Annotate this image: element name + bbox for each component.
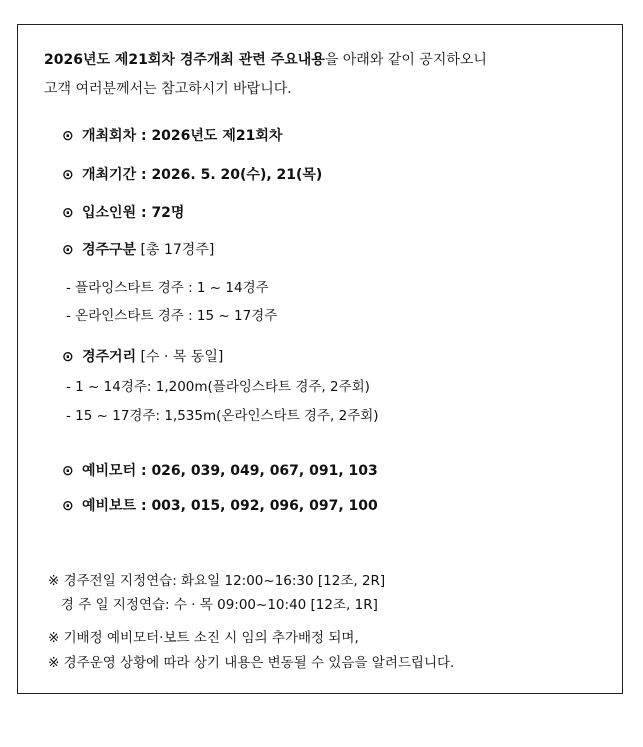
item-distance-label: 경주거리: [82, 349, 137, 365]
item-spare-boats-text: 예비보트 : 003, 015, 092, 096, 097, 100: [82, 498, 378, 514]
intro-rest-text: 을 아래와 같이 공지하오니: [324, 52, 487, 68]
item-entrants-text: 입소인원 : 72명: [82, 205, 185, 221]
intro-line-2: 고객 여러분께서는 참고하시기 바랍니다.: [44, 81, 292, 97]
note-spare-allocation: ※ 기배정 예비모터·보트 소진 시 임의 추가배정 되며,: [48, 630, 359, 646]
bullet-icon: ⊙: [62, 349, 74, 365]
bullet-icon: ⊙: [62, 128, 74, 144]
item-round-text: 개최회차 : 2026년도 제21회차: [82, 128, 283, 144]
item-period-text: 개최기간 : 2026. 5. 20(수), 21(목): [82, 167, 323, 183]
item-spare-boats: [62, 495, 378, 515]
item-round: [62, 125, 282, 145]
item-entrants: [62, 202, 184, 222]
note-practice-eve: ※ 경주전일 지정연습: 화요일 12:00~16:30 [12조, 2R]: [48, 573, 386, 589]
bullet-icon: ⊙: [62, 205, 74, 221]
item-race-split: [62, 239, 214, 259]
item-spare-motors: [62, 460, 378, 480]
note-subject-to-change: ※ 경주운영 상황에 따라 상기 내용은 변동될 수 있음을 알려드립니다.: [48, 655, 455, 671]
bullet-icon: ⊙: [62, 463, 74, 479]
race-split-sub-1: - 플라잉스타트 경주 : 1 ~ 14경주: [66, 280, 269, 296]
item-race-split-label: 경주구분: [82, 242, 137, 258]
race-split-sub-2: - 온라인스타트 경주 : 15 ~ 17경주: [66, 308, 278, 324]
distance-sub-1: - 1 ~ 14경주: 1,200m(플라잉스타트 경주, 2주회): [66, 379, 370, 395]
note-practice-raceday: 경 주 일 지정연습: 수 · 목 09:00~10:40 [12조, 1R]: [48, 597, 378, 613]
bullet-icon: ⊙: [62, 498, 74, 514]
item-race-split-detail: [총 17경주]: [136, 242, 215, 258]
item-period: [62, 164, 322, 184]
item-distance: [62, 346, 223, 366]
distance-sub-2: - 15 ~ 17경주: 1,535m(온라인스타트 경주, 2주회): [66, 408, 379, 424]
item-distance-detail: [수 · 목 동일]: [136, 349, 224, 365]
item-spare-motors-text: 예비모터 : 026, 039, 049, 067, 091, 103: [82, 463, 378, 479]
bullet-icon: ⊙: [62, 167, 74, 183]
intro-line-1: [44, 49, 487, 69]
bullet-icon: ⊙: [62, 242, 74, 258]
intro-bold-text: 2026년도 제21회차 경주개최 관련 주요내용: [44, 52, 325, 68]
